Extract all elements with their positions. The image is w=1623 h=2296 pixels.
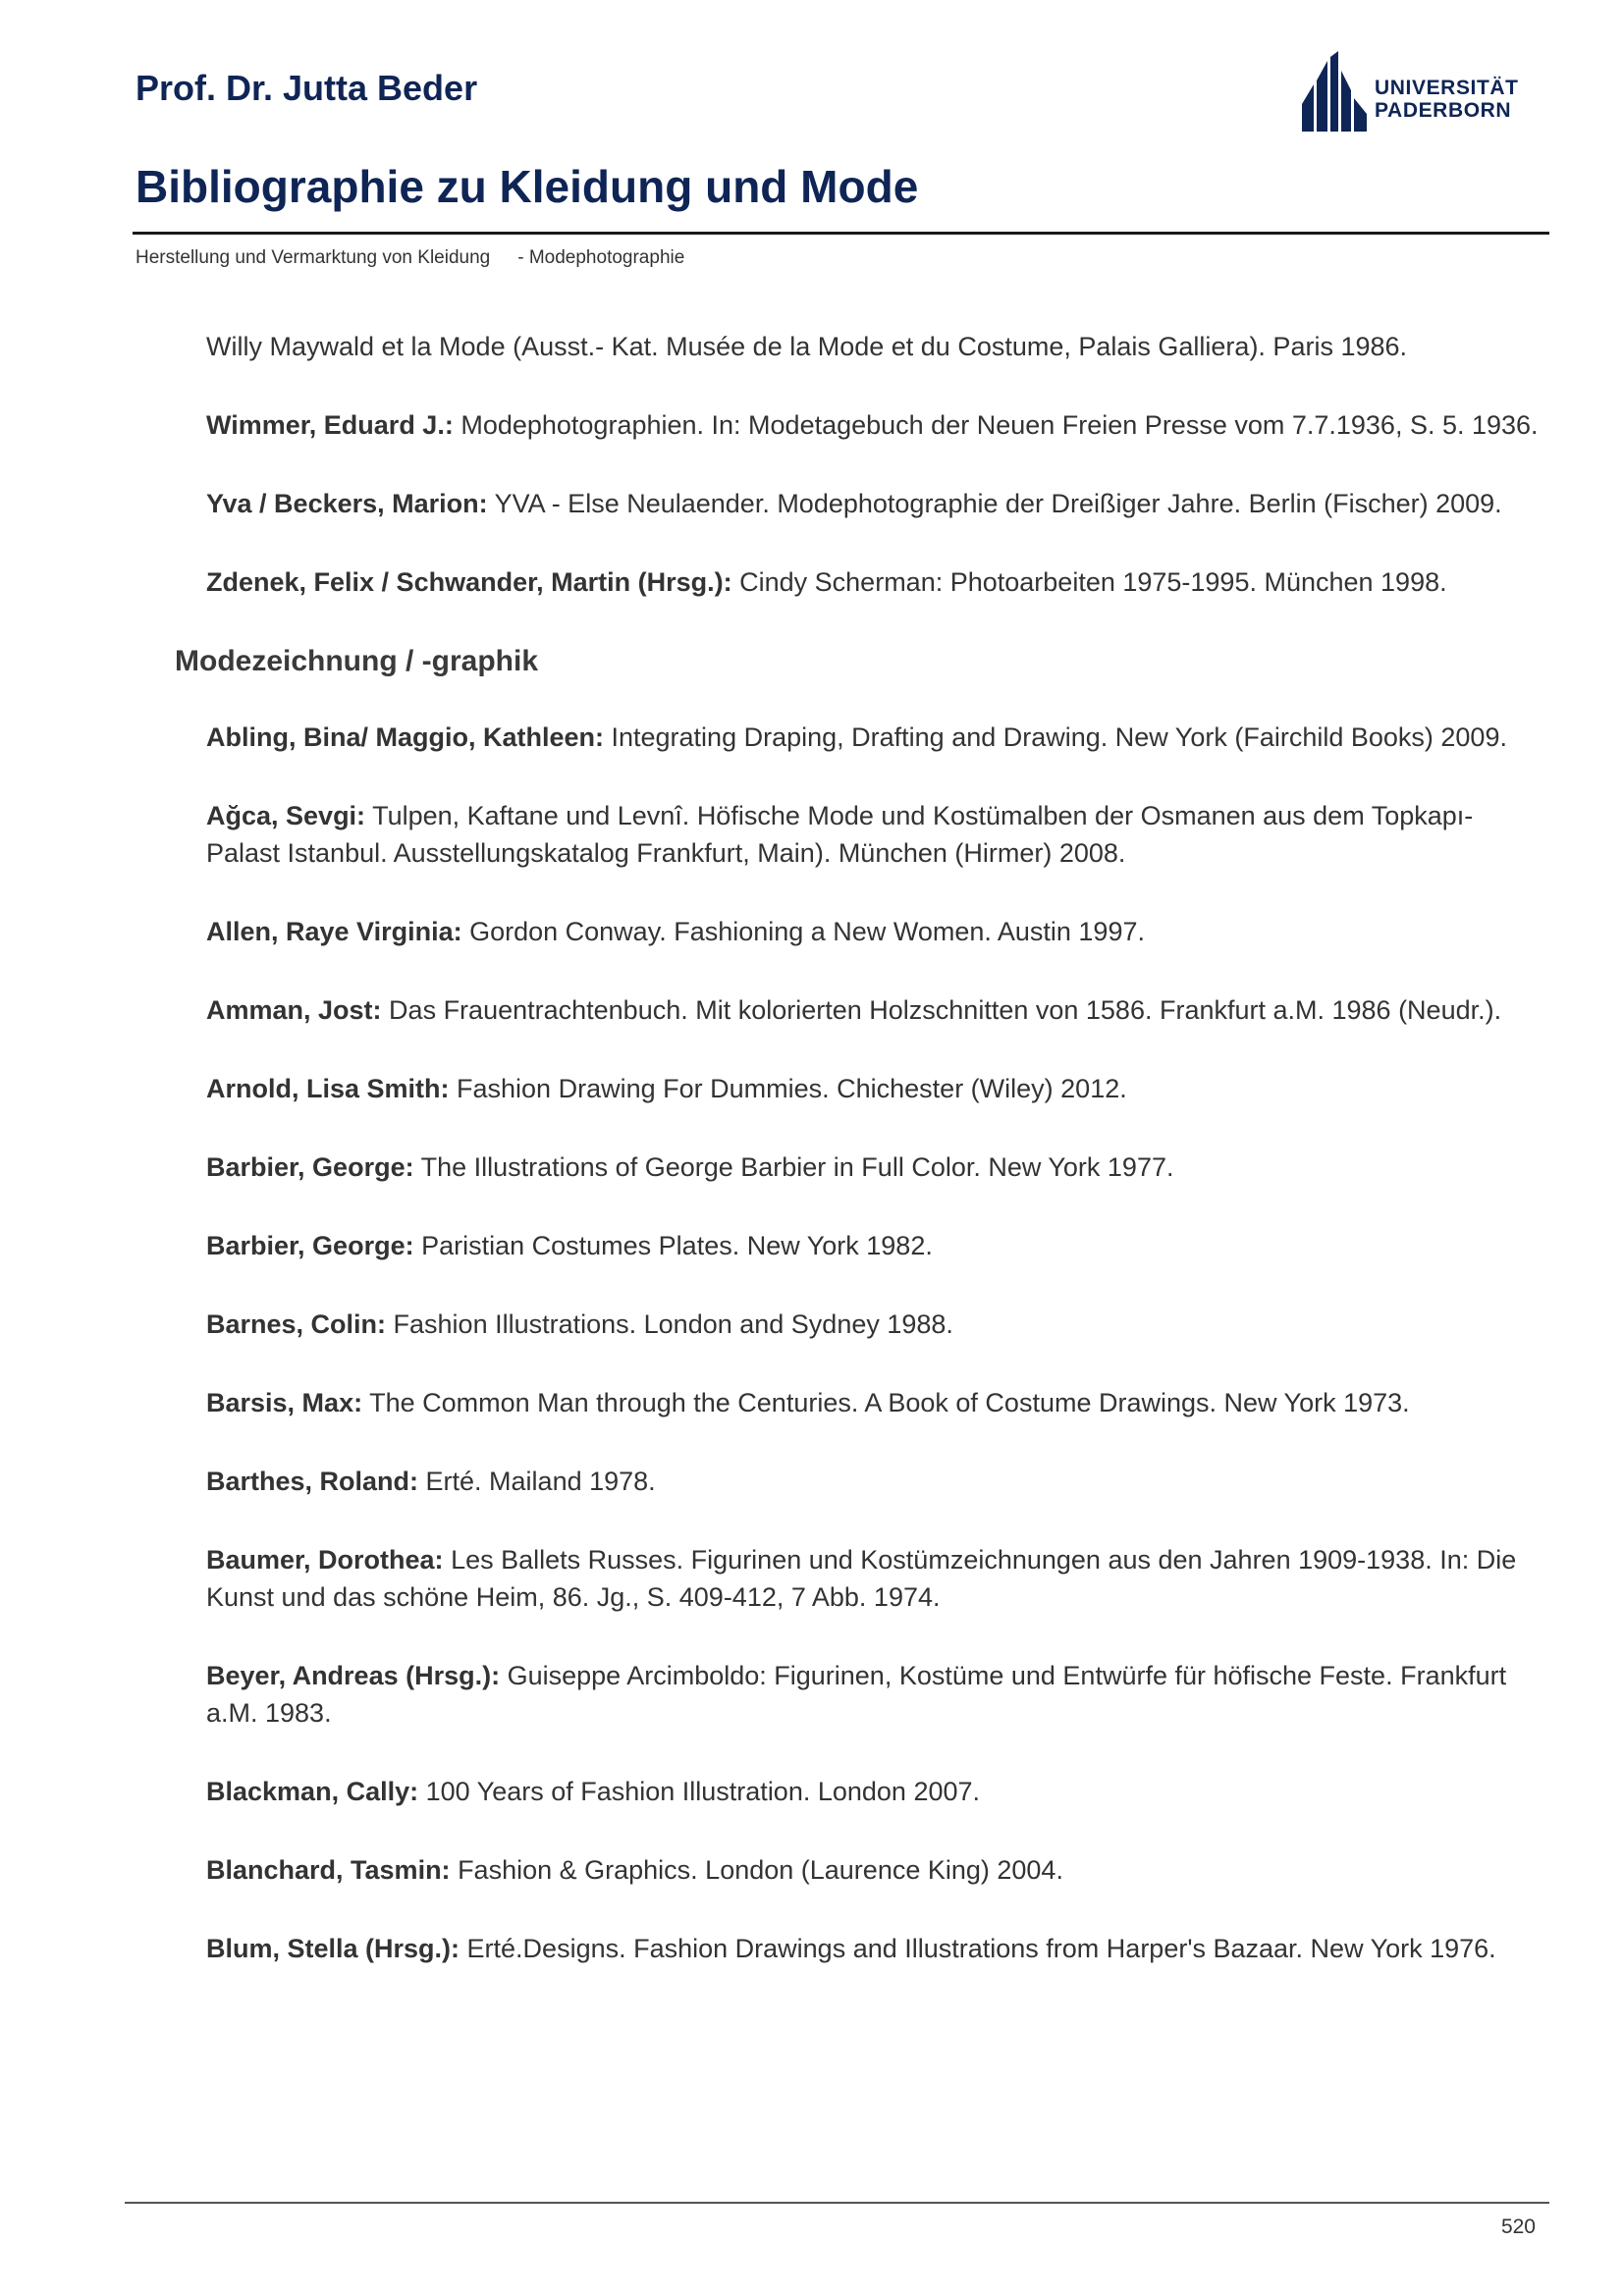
entry-author: Barthes, Roland:: [206, 1467, 419, 1496]
entry-author: Barsis, Max:: [206, 1388, 363, 1417]
bibliography-entry: [206, 563, 1546, 601]
logo-wordmark: [1375, 77, 1519, 122]
footer-divider: [125, 2202, 1549, 2204]
bibliography-entry: [206, 1306, 1546, 1343]
bibliography-entry: [206, 1227, 1546, 1264]
entry-author: Blum, Stella (Hrsg.):: [206, 1934, 460, 1963]
entry-text: Integrating Draping, Drafting and Drawing. New York (Fairchild Books) 2009.: [604, 722, 1507, 752]
entry-author: Allen, Raye Virginia:: [206, 917, 462, 946]
entry-author: Blackman, Cally:: [206, 1777, 419, 1806]
entry-author: Zdenek, Felix / Schwander, Martin (Hrsg.):: [206, 567, 732, 597]
bibliography-entry: [206, 1657, 1546, 1732]
bibliography-entry: [206, 1930, 1546, 1967]
bibliography-entry: [206, 1148, 1546, 1186]
university-paderborn-logo-icon: [1302, 51, 1371, 132]
bibliography-entry: [206, 485, 1546, 522]
entry-author: Barbier, George:: [206, 1231, 414, 1260]
bibliography-entry: [206, 719, 1546, 756]
bibliography-entry: [206, 913, 1546, 950]
entry-author: Arnold, Lisa Smith:: [206, 1074, 450, 1103]
bibliography-entry: [206, 1851, 1546, 1889]
entry-author: Amman, Jost:: [206, 995, 382, 1025]
entry-author: Wimmer, Eduard J.:: [206, 410, 454, 440]
breadcrumb-subsection: - Modephotographie: [517, 247, 685, 268]
page-title: Bibliographie zu Kleidung und Mode: [135, 161, 919, 212]
entry-author: Ağca, Sevgi:: [206, 801, 366, 830]
page-number: 520: [1500, 2216, 1536, 2238]
section-heading: Modezeichnung / -graphik: [175, 645, 539, 677]
entry-text: 100 Years of Fashion Illustration. London 2007.: [418, 1777, 981, 1806]
entry-text: Cindy Scherman: Photoarbeiten 1975-1995. München 1998.: [731, 567, 1447, 597]
bibliography-entry: [206, 1384, 1546, 1421]
entry-text: Gordon Conway. Fashioning a New Women. Austin 1997.: [461, 917, 1145, 946]
bibliography-entry: [206, 991, 1546, 1029]
entry-text: Modephotographien. In: Modetagebuch der Neuen Freien Presse vom 7.7.1936, S. 5. 1936.: [453, 410, 1539, 440]
bibliography-entry: [206, 406, 1546, 444]
entry-text: Fashion Illustrations. London and Sydney 1988.: [386, 1309, 953, 1339]
university-logo: [1302, 51, 1538, 132]
breadcrumb: [135, 245, 684, 271]
entry-text: Guiseppe Arcimboldo: Figurinen, Kostüme und Entwürfe für höfische Feste. Frankfurt a.M. 1983.: [206, 1661, 1507, 1728]
entry-text: YVA - Else Neulaender. Modephotographie der Dreißiger Jahre. Berlin (Fischer) 2009.: [487, 489, 1502, 518]
entry-text: Das Frauentrachtenbuch. Mit kolorierten Holzschnitten von 1586. Frankfurt a.M. 1986 (Neudr.).: [381, 995, 1502, 1025]
entry-text: Les Ballets Russes. Figurinen und Kostümzeichnungen aus den Jahren 1909-1938. In: Die Kunst und das schöne Heim, 86. Jg., S. 409-412, 7 Abb. 1974.: [206, 1545, 1517, 1612]
logo-line-1: UNIVERSITÄT: [1375, 77, 1519, 99]
entry-author: Barnes, Colin:: [206, 1309, 387, 1339]
logo-line-2: PADERBORN: [1375, 99, 1512, 122]
entry-text: Willy Maywald et la Mode (Ausst.- Kat. Musée de la Mode et du Costume, Palais Galliera). Paris 1986.: [206, 332, 1408, 361]
entry-author: Beyer, Andreas (Hrsg.):: [206, 1661, 501, 1690]
entry-author: Baumer, Dorothea:: [206, 1545, 444, 1575]
author-name: Prof. Dr. Jutta Beder: [135, 68, 478, 108]
bibliography-entry: [206, 1070, 1546, 1107]
entry-author: Blanchard, Tasmin:: [206, 1855, 451, 1885]
bibliography-entry: [206, 328, 1546, 365]
entry-text: Tulpen, Kaftane und Levnî. Höfische Mode und Kostümalben der Osmanen aus dem Topkapı-Palast Istanbul. Ausstellungskatalog Frankfurt, Main). München (Hirmer) 2008.: [206, 801, 1474, 868]
bibliography-entry: [206, 1541, 1546, 1616]
breadcrumb-section: Herstellung und Vermarktung von Kleidung: [135, 247, 491, 268]
entry-text: The Illustrations of George Barbier in Full Color. New York 1977.: [413, 1152, 1174, 1182]
entry-author: Abling, Bina/ Maggio, Kathleen:: [206, 722, 604, 752]
entry-author: Barbier, George:: [206, 1152, 414, 1182]
entry-author: Yva / Beckers, Marion:: [206, 489, 488, 518]
bibliography-entry: [206, 797, 1546, 872]
header-divider: [133, 232, 1549, 235]
entry-text: The Common Man through the Centuries. A Book of Costume Drawings. New York 1973.: [362, 1388, 1410, 1417]
bibliography-entry: [206, 1463, 1546, 1500]
entry-text: Erté. Mailand 1978.: [418, 1467, 656, 1496]
bibliography-list: [175, 328, 1546, 2008]
bibliography-entry: [206, 1773, 1546, 1810]
entry-text: Erté.Designs. Fashion Drawings and Illustrations from Harper's Bazaar. New York 1976.: [460, 1934, 1496, 1963]
entry-text: Paristian Costumes Plates. New York 1982.: [413, 1231, 933, 1260]
entry-text: Fashion Drawing For Dummies. Chichester (Wiley) 2012.: [449, 1074, 1127, 1103]
entry-text: Fashion & Graphics. London (Laurence King) 2004.: [450, 1855, 1063, 1885]
